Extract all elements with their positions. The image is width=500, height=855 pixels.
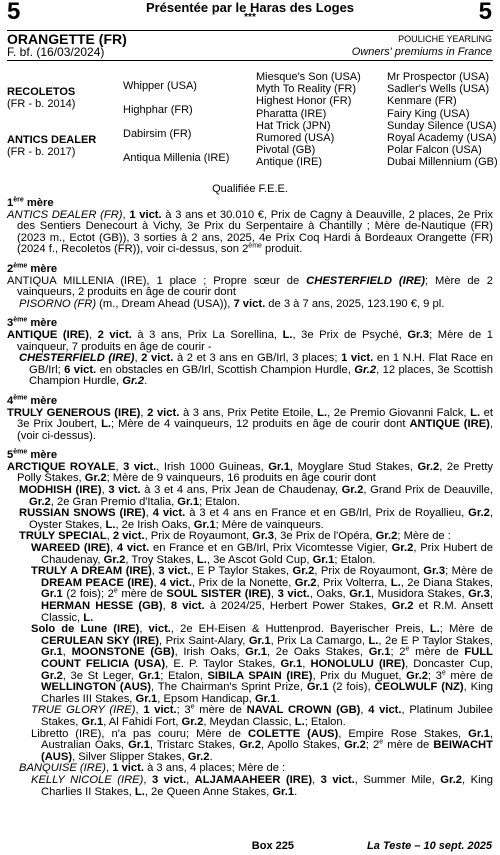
horse-name: ORANGETTE (FR) bbox=[7, 31, 127, 47]
box-number: Box 225 bbox=[251, 840, 294, 852]
third-dam-text: ANTIQUE (IRE), 2 vict. à 3 ans, Prix La Sorellina, L., 3e Prix de Psyché, Gr.3; Mère de 1 vainqueur, 7 produits en âge de courir - bbox=[7, 328, 494, 353]
fourth-dam-text: TRULY GENEROUS (IRE), 2 vict. à 3 ans, Prix Petite Etoile, L., 2e Premio Giovanni Falck, L. et 3e Prix Joubert, L.; Mère de 4 vainqueurs, 12 produits en âge de courir dont ANTIQUE (IRE), (voir ci-dessus). bbox=[7, 406, 493, 442]
section-title: 3ème mère bbox=[7, 316, 58, 330]
presented-by: Présentée par le Haras des Loges bbox=[145, 0, 355, 15]
dam-name: ANTICS DEALER bbox=[7, 134, 97, 146]
sire-info: (FR - b. 2014) bbox=[7, 98, 76, 111]
sale-location-date: La Teste – 10 sept. 2025 bbox=[367, 840, 492, 852]
gen3-item: Pharatta (IRE) bbox=[256, 107, 327, 120]
produce-item: Solo de Lune (IRE), vict., 2e EH-Eisen & Huttenprod. Bayerischer Preis, L.; Mère de CERULEAN SKY (IRE), Prix Saint-Alary, Gr.1, Prix La Camargo, L., 2e E P Taylor Stakes, Gr.1, MOONSTONE (GB), Irish Oaks, Gr.1, 2e Oaks Stakes, Gr.1; 2e mère de FULL COUNT FELICIA (USA), E. P. Taylor Stakes, Gr.1, HONOLULU (IRE), Doncaster Cup, Gr.2, 3e St Leger, Gr.1; Etalon, SIBILA SPAIN (IRE), Prix du Muguet, Gr.2; 3e mère de WELLINGTON (AUS), The Chairman's Sprint Prize, Gr.1 (2 fois), CEOLWULF (NZ), King Charles III Stakes, Gr.1, Epsom Handicap, Gr.1. bbox=[31, 623, 494, 705]
gen4-item: Kenmare (FR) bbox=[387, 95, 457, 108]
produce-item: TRULY A DREAM (IRE), 3 vict., E P Taylor Stakes, Gr.2, Prix de Royaumont, Gr.3; Mère de DREAM PEACE (IRE), 4 vict., Prix de la Nonette, Gr.2, Prix Volterra, L., 2e Diana Stakes, Gr.1 (2 fois); 2e mère de SOUL SISTER (IRE), 3 vict., Oaks, Gr.1, Musidora Stakes, Gr.3, HERMAN HESSE (GB), 8 vict. à 2024/25, Herbert Power Stakes, Gr.2 et R.M. Ansett Classic, L. bbox=[31, 565, 494, 624]
produce-item: Libretto (IRE), n'a pas couru; Mère de COLETTE (AUS), Empire Rose Stakes, Gr.1, Australian Oaks, Gr.1, Tristarc Stakes, Gr.2, Apollo Stakes, Gr.2; 2e mère de BEIWACHT (AUS), Silver Slipper Stakes, Gr.2. bbox=[31, 727, 494, 763]
first-dam-text: ANTICS DEALER (FR), 1 vict. à 3 ans et 30.010 €, Prix de Cagny à Deauville, 2 places, 2e Prix des Sentiers Denecourt à Vichy, 3e Prix du Serpentaire à Chantilly ; Mère de-Nautique (FR) (2023 m., Ectot (GB)), 3 sorties à 2 ans, 2025, 4e Prix Coq Hardi à Bordeaux Orangette (FR) (2024 f., Recoletos (FR)), voir ci-dessus, son 2ème produit. bbox=[7, 208, 494, 256]
produce-item: MODHISH (IRE), 3 vict. à 3 et 4 ans, Prix Jean de Chaudenay, Gr.2, Grand Prix de Deauville, Gr.2, 2e Gran Premio d'Italia, Gr.1; Etalon. bbox=[19, 484, 493, 508]
pedigree-gen4 bbox=[387, 71, 498, 169]
second-dam-text: ANTIQUA MILLENIA (IRE), 1 place ; Propre sœur de CHESTERFIELD (IRE); Mère de 2 vainqueurs, 2 produits en âge de courir dont bbox=[7, 274, 493, 299]
fifth-dam-text: ARCTIQUE ROYALE, 3 vict., Irish 1000 Guineas, Gr.1, Moyglare Stud Stakes, Gr.2, 2e Pretty Polly Stakes, Gr.2; Mère de 9 vainqueurs, 16 produits en âge courir dont bbox=[7, 460, 494, 485]
gen4-item: Royal Academy (USA) bbox=[387, 132, 497, 145]
produce-item: RUSSIAN SNOWS (IRE), 4 vict. à 3 et 4 ans en France et en GB/Irl, Prix de Royallieu, Gr.2, Oyster Stakes, L., 2e Irish Oaks, Gr.1; Mère de vainqueurs. bbox=[19, 507, 494, 531]
gen4-item: Sadler's Wells (USA) bbox=[387, 83, 490, 96]
divider bbox=[7, 60, 493, 61]
second-dam-produce: PISORNO (FR) (m., Dream Ahead (USA)), 7 vict. de 3 à 7 ans, 2025, 123.190 €, 9 pl. bbox=[19, 297, 445, 310]
produce-item: BANQUISE (IRE), 1 vict. à 3 ans, 4 places; Mère de : bbox=[19, 762, 286, 775]
gen4-item: Dubai Millennium (GB) bbox=[387, 156, 498, 169]
horse-description: F. bf. (16/03/2024) bbox=[7, 45, 105, 59]
produce-item: TRUE GLORY (IRE), 1 vict.; 3e mère de NAVAL CROWN (GB), 4 vict., Platinum Jubilee Stakes, Gr.1, Al Fahidi Fort, Gr.2, Meydan Classic, L.; Etalon. bbox=[31, 703, 493, 728]
third-dam-produce: CHESTERFIELD (IRE), 2 vict. à 2 et 3 ans en GB/Irl, 3 places; 1 vict. en 1 N.H. Flat Race en GB/Irl; 6 vict. en obstacles en GB/Irl, Scottish Champion Hurdle, Gr.2, 12 places, 3e Scottish Champion Hurdle, Gr.2. bbox=[19, 352, 494, 388]
section-title: 2ème mère bbox=[7, 262, 58, 275]
pedigree-gen2-0: Whipper (USA) bbox=[123, 80, 197, 92]
gen3-item: Hat Trick (JPN) bbox=[256, 119, 331, 132]
produce-record bbox=[7, 198, 493, 798]
produce-item: TRULY SPECIAL, 2 vict., Prix de Royaumont, Gr.3, 3e Prix de l'Opéra, Gr.2; Mère de : bbox=[19, 530, 451, 543]
pedigree-dam bbox=[7, 134, 96, 158]
gen3-item: Antique (IRE) bbox=[256, 156, 323, 169]
pedigree-gen3 bbox=[256, 71, 361, 169]
produce-item: KELLY NICOLE (IRE), 3 vict., ALJAMAAHEER (IRE), 3 vict., Summer Mile, Gr.2, King Charlies II Stakes, L., 2e Queen Anne Stakes, Gr.1. bbox=[31, 773, 494, 798]
gen3-item: Rumored (USA) bbox=[256, 132, 335, 145]
gen4-item: Polar Falcon (USA) bbox=[387, 144, 482, 157]
horse-category: POULICHE YEARLING bbox=[398, 34, 492, 44]
gen3-item: Pivotal (GB) bbox=[256, 144, 316, 157]
pedigree-sire bbox=[7, 86, 75, 110]
section-title: 5ème mère bbox=[7, 448, 58, 462]
gen3-item: Miesque's Son (USA) bbox=[256, 71, 361, 83]
section-title: 1ère mère bbox=[7, 196, 54, 209]
gen3-item: Highest Honor (FR) bbox=[256, 95, 352, 108]
pedigree-gen2-1: Highphar (FR) bbox=[123, 104, 193, 116]
footer bbox=[252, 840, 492, 852]
gen4-item: Sunday Silence (USA) bbox=[387, 119, 497, 132]
produce-item: WAREED (IRE), 4 vict. en France et en GB/Irl, Prix Vicomtesse Vigier, Gr.2, Prix Hubert de Chaudenay, Gr.2, Troy Stakes, L., 3e Ascot Gold Cup, Gr.1; Etalon. bbox=[31, 542, 494, 566]
dam-info: (FR - b. 2017) bbox=[7, 146, 76, 159]
lot-number-right: 5 bbox=[478, 0, 492, 25]
sire-name: RECOLETOS bbox=[7, 86, 76, 98]
gen3-item: Myth To Reality (FR) bbox=[256, 83, 357, 96]
gen4-item: Fairy King (USA) bbox=[387, 107, 470, 120]
pedigree-gen2-3: Antiqua Millenia (IRE) bbox=[123, 152, 230, 164]
pedigree-gen2-2: Dabirsim (FR) bbox=[123, 128, 192, 140]
gen4-item: Mr Prospector (USA) bbox=[387, 71, 490, 83]
owners-premiums: Owners' premiums in France bbox=[351, 46, 492, 58]
stars: *** bbox=[244, 12, 256, 23]
section-title: 4ème mère bbox=[7, 394, 58, 407]
qualification: Qualifiée F.E.E. bbox=[212, 183, 288, 195]
lot-number-left: 5 bbox=[7, 0, 21, 25]
